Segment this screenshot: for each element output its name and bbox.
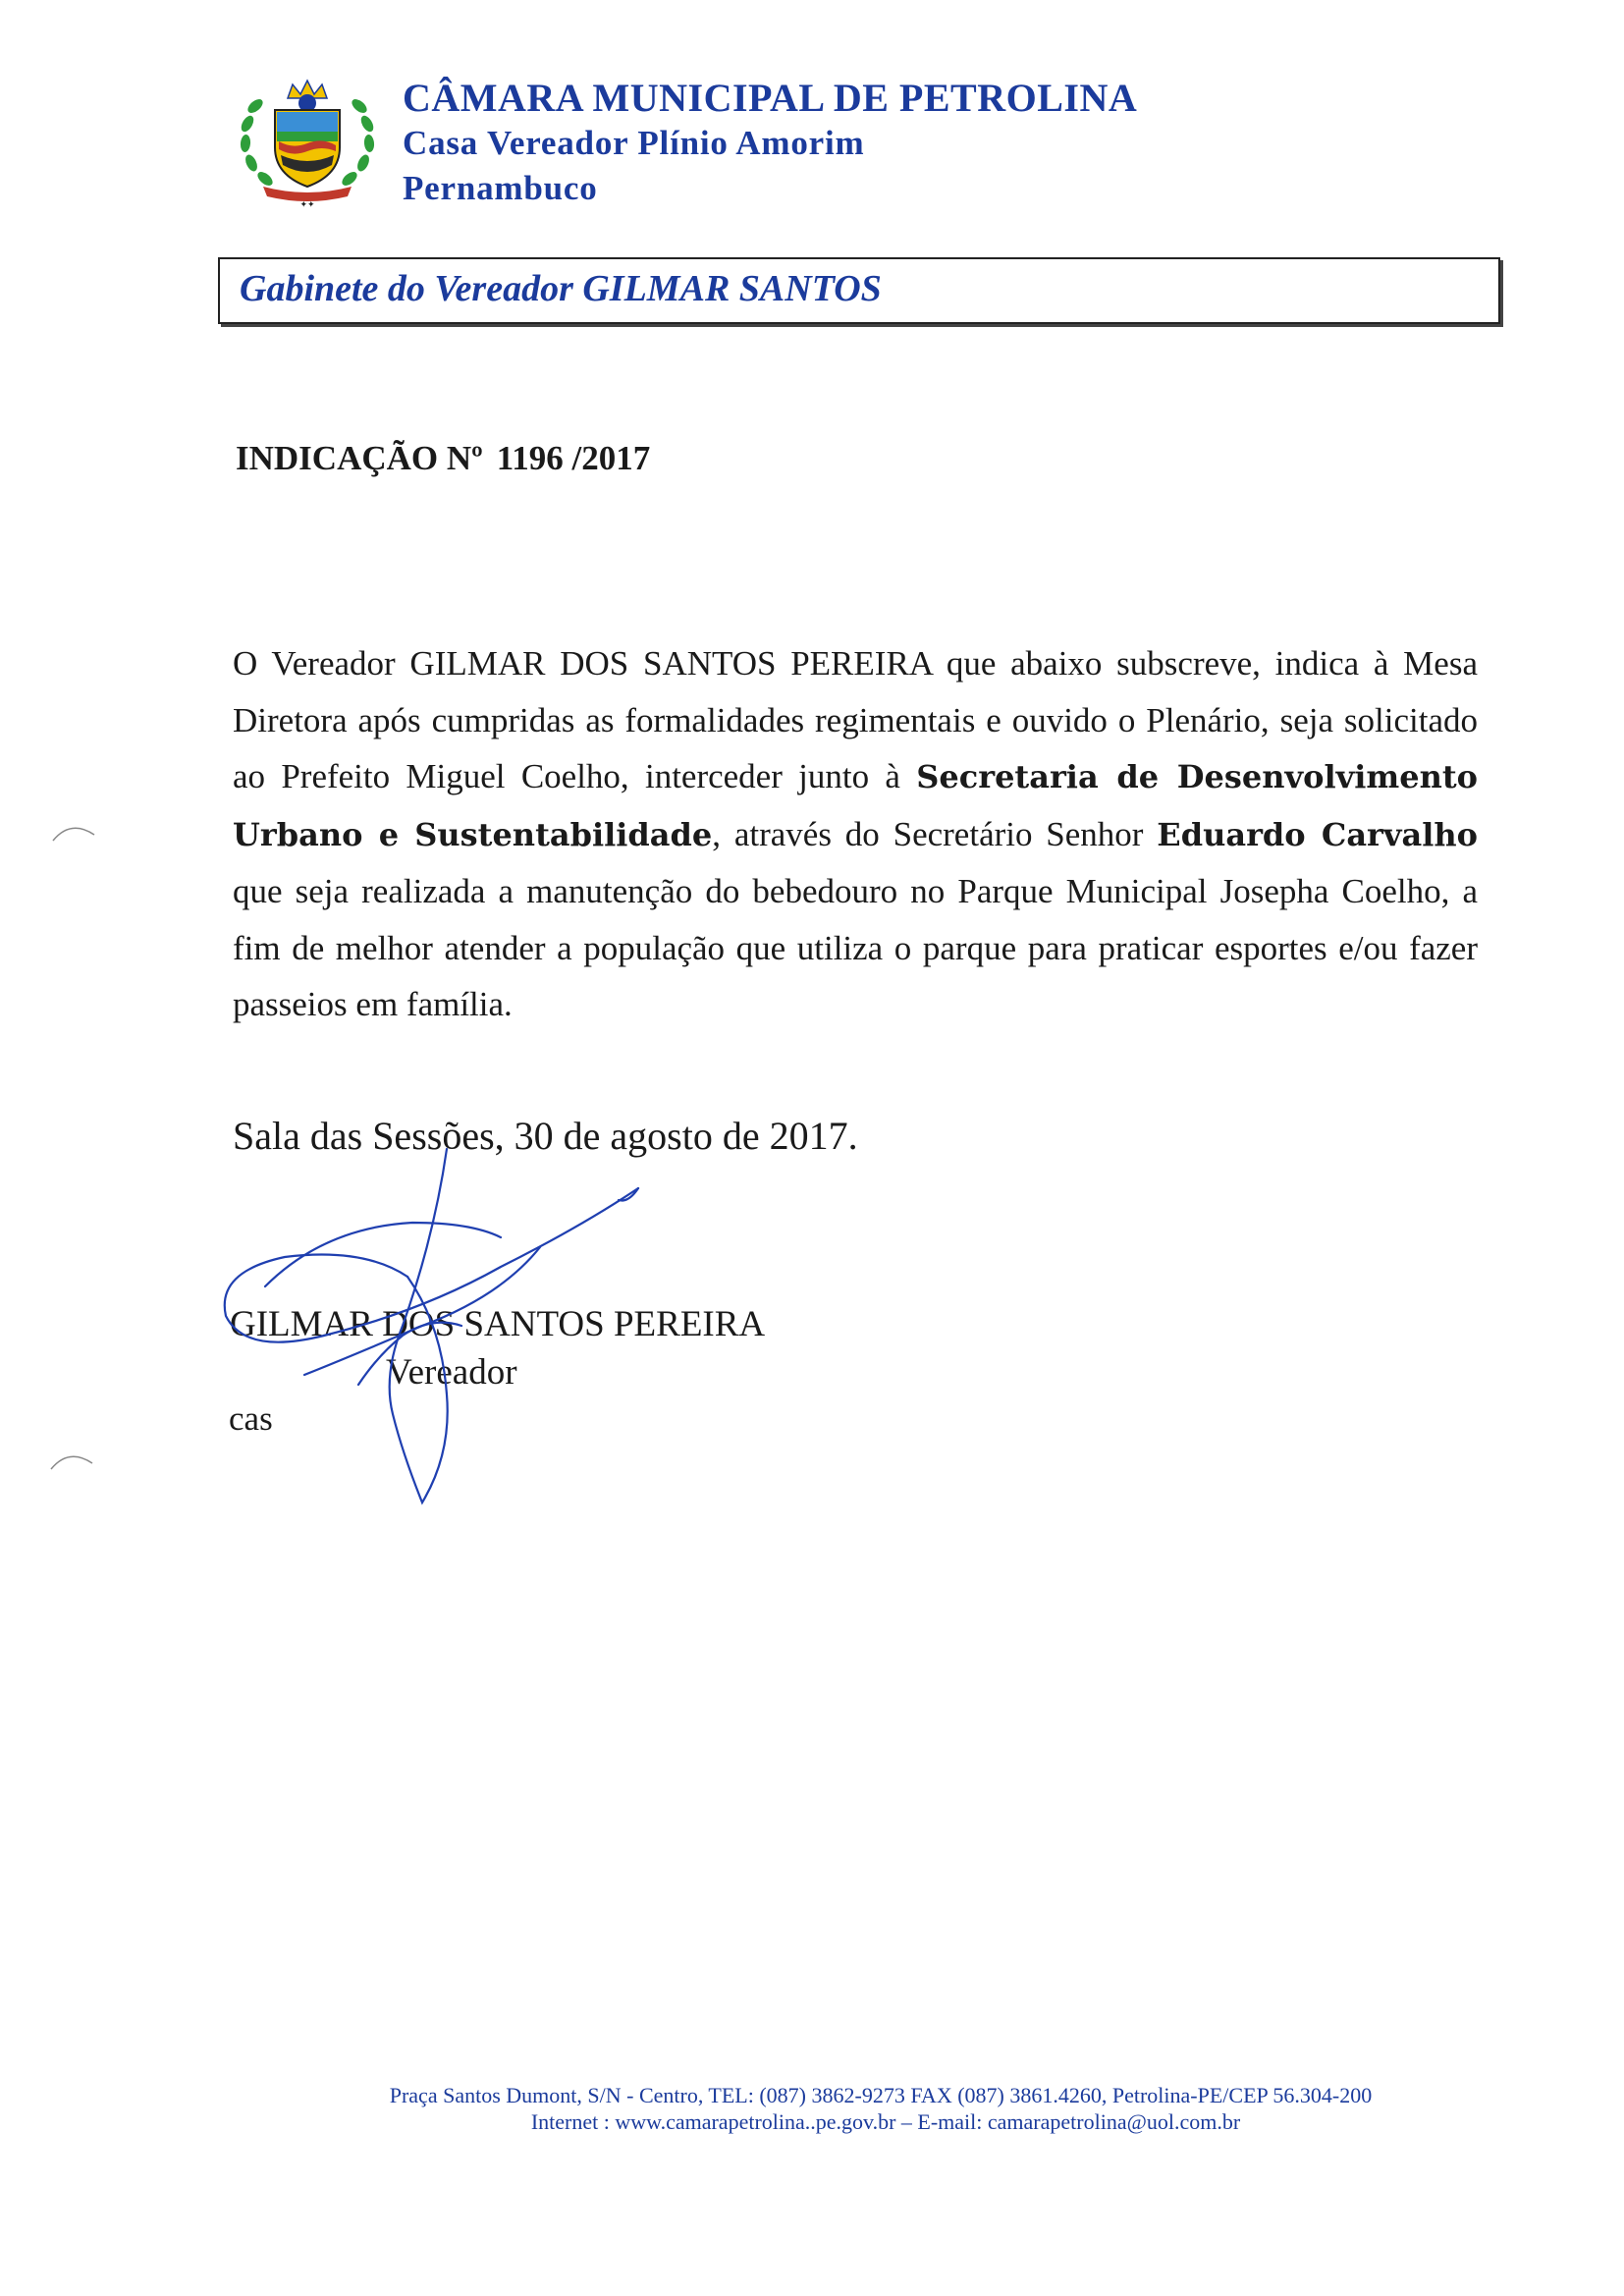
body-text-part-2: , através do Secretário Senhor: [712, 814, 1158, 853]
svg-text:✦✦: ✦✦: [299, 200, 315, 209]
indicacao-label: INDICAÇÃO Nº: [236, 439, 483, 477]
body-text-part-3: que seja realizada a manutenção do bebedouro no Parque Municipal Josepha Coelho, a fim de melhor atender a população que utiliza o parque para praticar esportes e/ou fazer passeios em família.: [233, 872, 1478, 1023]
indicacao-heading: [236, 439, 650, 478]
footer-internet: Internet : www.camarapetrolina..pe.gov.br – E-mail: camarapetrolina@uol.com.br: [530, 2109, 1241, 2134]
signatory-role: Vereador: [386, 1352, 517, 1393]
secretaria-name: Secretaria de Desenvolvimento Urbano e Sustentabilidade: [233, 758, 1478, 853]
office-banner: [218, 257, 1500, 324]
date-line: Sala das Sessões, 30 de agosto de 2017.: [233, 1114, 858, 1158]
typist-initials: cas: [229, 1399, 273, 1438]
punch-hole-mark-bottom: [47, 1444, 96, 1473]
indicacao-number: 1196 /2017: [496, 439, 651, 477]
secretario-name: Eduardo Carvalho: [1157, 815, 1479, 853]
coat-of-arms-logo: [234, 77, 381, 209]
institution-name: CÂMARA MUNICIPAL DE PETROLINA: [403, 76, 1138, 120]
body-text-part-1: O Vereador GILMAR DOS SANTOS PEREIRA que abaixo subscreve, indica à Mesa Diretora após cumpridas as formalidades regimentais e ouvido o Plenário, seja solicitado ao Prefeito Miguel Coelho, interceder junto à: [233, 644, 1478, 795]
body-paragraph: [233, 635, 1478, 1033]
signatory-name: GILMAR DOS SANTOS PEREIRA: [230, 1304, 766, 1344]
punch-hole-mark-top: [49, 815, 98, 845]
state-name: Pernambuco: [403, 169, 598, 207]
house-name: Casa Vereador Plínio Amorim: [403, 124, 865, 162]
office-title: Gabinete do Vereador GILMAR SANTOS: [240, 268, 882, 309]
footer-address: Praça Santos Dumont, S/N - Centro, TEL: (087) 3862-9273 FAX (087) 3861.4260, Petrolina-PE/CEP 56.304-200: [389, 2083, 1373, 2107]
